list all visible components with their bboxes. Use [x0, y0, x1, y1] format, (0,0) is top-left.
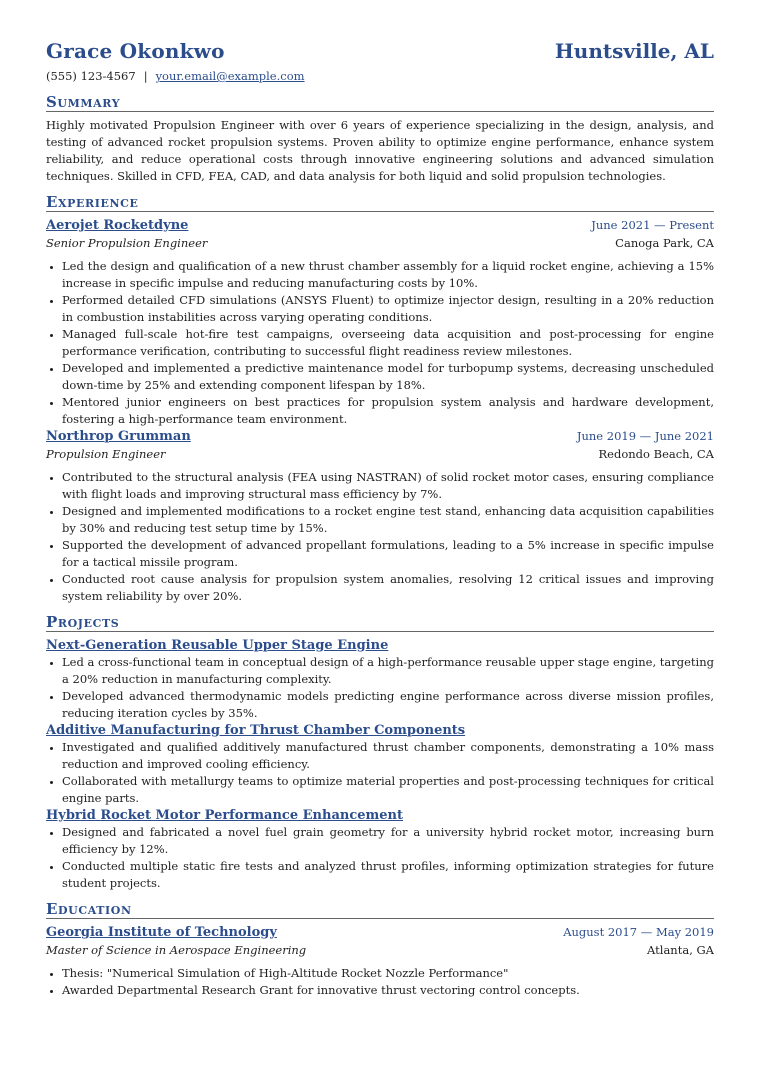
summary-text: Highly motivated Propulsion Engineer with over 6 years of experience specializing in the design, analysis, and testing of advanced rocket propulsion systems. Proven ability to optimize engine performance, enhance system reliability, and reduce operational costs through innovative engineering solutions and advanced simulation techniques. Skilled in CFD, FEA, CAD, and data analysis for both liquid and solid propulsion technologies.: [46, 118, 714, 183]
job-entry: [46, 428, 714, 605]
project-bullets: [46, 739, 714, 807]
summary-heading: Summary: [46, 93, 714, 112]
job-dates: June 2021 — Present: [591, 218, 714, 232]
job-title: Propulsion Engineer: [46, 447, 166, 461]
bullet-item: • Led a cross-functional team in conceptual design of a high-performance reusable upper stage engine, targeting a 20% reduction in manufacturing complexity.: [62, 654, 714, 688]
bullet-item: • Mentored junior engineers on best practices for propulsion system analysis and hardware development, fostering a high-performance team environment.: [62, 394, 714, 428]
school-location: Atlanta, GA: [647, 943, 714, 957]
job-bullets: [46, 469, 714, 605]
bullet-item: • Developed advanced thermodynamic models predicting engine performance across diverse mission profiles, reducing iteration cycles by 35%.: [62, 688, 714, 722]
phone-number: (555) 123-4567: [46, 69, 136, 83]
project-bullets: [46, 824, 714, 892]
contact-separator: |: [143, 69, 148, 83]
bullet-item: • Led the design and qualification of a new thrust chamber assembly for a liquid rocket engine, achieving a 15% increase in specific impulse and reducing manufacturing costs by 10%.: [62, 258, 714, 292]
degree-name: Master of Science in Aerospace Engineering: [46, 943, 307, 957]
project-title[interactable]: Additive Manufacturing for Thrust Chamber Components: [46, 723, 466, 738]
education-bullets: [46, 965, 714, 999]
email-link[interactable]: your.email@example.com: [155, 69, 305, 83]
bullet-item: • Developed and implemented a predictive maintenance model for turbopump systems, decreasing unscheduled down-time by 25% and extending component lifespan by 18%.: [62, 360, 714, 394]
project-title[interactable]: Next-Generation Reusable Upper Stage Engine: [46, 638, 389, 653]
project-entry: [46, 637, 714, 722]
projects-heading: Projects: [46, 613, 714, 632]
bullet-item: • Managed full-scale hot-fire test campaigns, overseeing data acquisition and post-processing for engine performance verification, contributing to successful flight readiness review milestones.: [62, 326, 714, 360]
project-entry: [46, 807, 714, 892]
company-name[interactable]: Aerojet Rocketdyne: [46, 218, 189, 233]
job-location: Redondo Beach, CA: [598, 447, 714, 461]
job-title: Senior Propulsion Engineer: [46, 236, 208, 250]
project-entry: [46, 722, 714, 807]
resume-header: [46, 38, 714, 64]
experience-heading: Experience: [46, 193, 714, 212]
contact-line: [46, 68, 714, 85]
education-dates: August 2017 — May 2019: [563, 925, 714, 939]
bullet-item: • Designed and fabricated a novel fuel grain geometry for a university hybrid rocket motor, increasing burn efficiency by 12%.: [62, 824, 714, 858]
bullet-item: • Designed and implemented modifications to a rocket engine test stand, enhancing data acquisition capabilities by 30% and reducing test setup time by 15%.: [62, 503, 714, 537]
bullet-item: • Investigated and qualified additively manufactured thrust chamber components, demonstrating a 10% mass reduction and improved cooling efficiency.: [62, 739, 714, 773]
project-bullets: [46, 654, 714, 722]
bullet-item: • Collaborated with metallurgy teams to optimize material properties and post-processing techniques for critical engine parts.: [62, 773, 714, 807]
job-location: Canoga Park, CA: [615, 236, 714, 250]
project-title[interactable]: Hybrid Rocket Motor Performance Enhancement: [46, 808, 403, 823]
bullet-item: • Conducted root cause analysis for propulsion system anomalies, resolving 12 critical issues and improving system reliability by over 20%.: [62, 571, 714, 605]
company-name[interactable]: Northrop Grumman: [46, 429, 191, 444]
bullet-item: • Conducted multiple static fire tests and analyzed thrust profiles, informing optimization strategies for future student projects.: [62, 858, 714, 892]
candidate-location: Huntsville, AL: [554, 39, 714, 63]
bullet-item: • Contributed to the structural analysis (FEA using NASTRAN) of solid rocket motor cases, ensuring compliance with flight loads and improving structural mass efficiency by 7%.: [62, 469, 714, 503]
candidate-name: Grace Okonkwo: [46, 39, 225, 63]
bullet-item: • Supported the development of advanced propellant formulations, leading to a 5% increase in specific impulse for a tactical missile program.: [62, 537, 714, 571]
education-heading: Education: [46, 900, 714, 919]
bullet-item: • Awarded Departmental Research Grant for innovative thrust vectoring control concepts.: [62, 982, 714, 999]
school-name[interactable]: Georgia Institute of Technology: [46, 925, 277, 940]
bullet-item: • Performed detailed CFD simulations (ANSYS Fluent) to optimize injector design, resulting in a 20% reduction in combustion instabilities across varying operating conditions.: [62, 292, 714, 326]
bullet-item: • Thesis: "Numerical Simulation of High-Altitude Rocket Nozzle Performance": [62, 965, 714, 982]
education-entry: [46, 924, 714, 999]
job-dates: June 2019 — June 2021: [576, 429, 714, 443]
job-bullets: [46, 258, 714, 428]
job-entry: [46, 217, 714, 428]
